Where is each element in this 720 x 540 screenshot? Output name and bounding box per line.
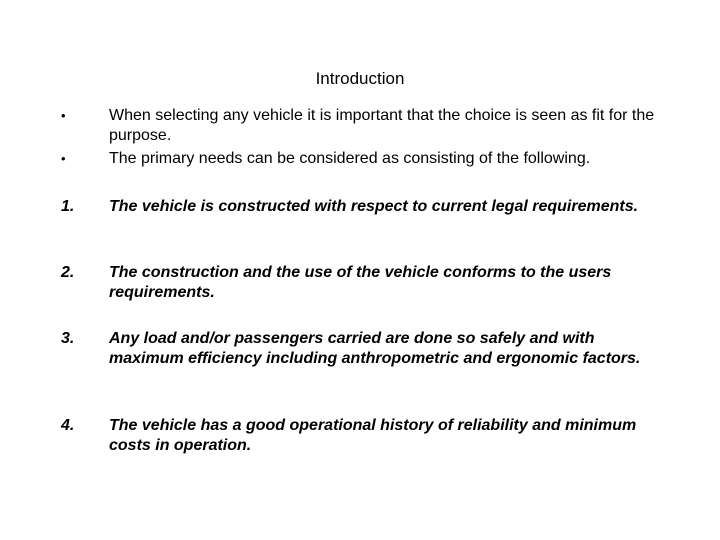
numbered-text: The vehicle is constructed with respect to current legal requirements. [109, 198, 639, 215]
numbered-text: The construction and the use of the vehicle conforms to the users requirements. [109, 264, 612, 301]
numbered-marker: 1. [61, 198, 75, 215]
bullet-text: When selecting any vehicle it is important that the choice is seen as fit for the purpose. [109, 107, 655, 144]
numbered-marker: 4. [61, 417, 75, 434]
bullet-marker: • [61, 108, 66, 123]
bullet-text: The primary needs can be considered as consisting of the following. [109, 150, 591, 167]
bullet-marker: • [61, 151, 66, 166]
numbered-marker: 3. [61, 330, 75, 347]
numbered-marker: 2. [61, 264, 75, 281]
numbered-text: Any load and/or passengers carried are done so safely and with maximum efficiency including anthropometric and ergonomic factors. [109, 330, 641, 367]
numbered-text: The vehicle has a good operational history of reliability and minimum costs in operation. [109, 417, 637, 454]
slide-title [0, 69, 720, 89]
slide-title-text: Introduction [315, 69, 405, 88]
